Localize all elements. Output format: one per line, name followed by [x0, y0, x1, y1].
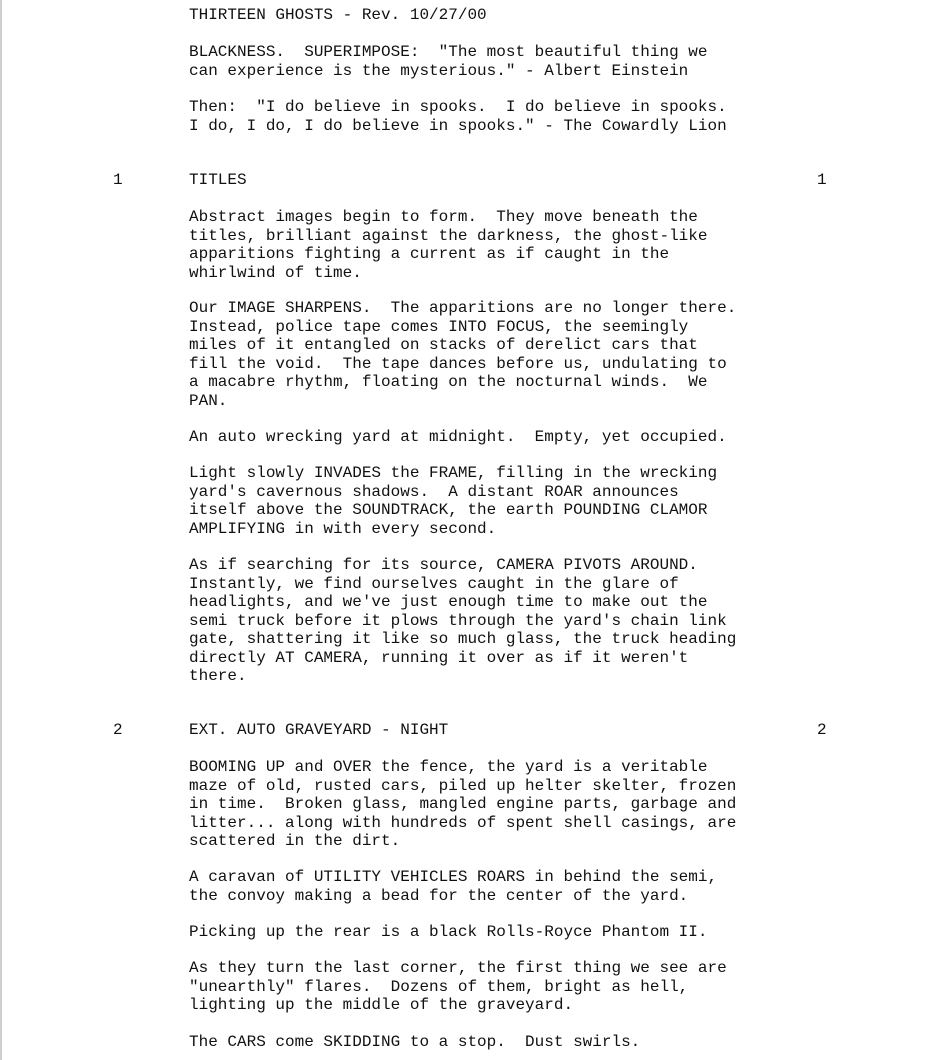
action-line: A caravan of UTILITY VEHICLES ROARS in behind the semi, [189, 868, 718, 886]
action-line: headlights, and we've just enough time to make out the [189, 593, 708, 611]
action-line: gate, shattering it like so much glass, the truck heading [189, 630, 737, 648]
action-line: directly AT CAMERA, running it over as if it weren't [189, 648, 689, 667]
action-line: lighting up the middle of the graveyard. [189, 996, 574, 1014]
action-line: miles of it entangled on stacks of derelict cars that [189, 336, 698, 354]
action-line: litter... along with hundreds of spent shell casings, are [189, 813, 737, 832]
scene-number-left: 1 [113, 171, 123, 189]
action-line: semi truck before it plows through the yard's chain link [189, 611, 727, 630]
action-line: AMPLIFYING in with every second. [189, 519, 497, 538]
action-line: titles, brilliant against the darkness, the ghost-like [189, 226, 708, 245]
action-line: Our IMAGE SHARPENS. The apparitions are no longer there. [189, 299, 737, 317]
scene-number-right: 2 [817, 721, 827, 739]
page-header: THIRTEEN GHOSTS - Rev. 10/27/00 [189, 6, 487, 24]
scene-number-right: 1 [817, 171, 827, 189]
action-line: there. [189, 667, 247, 685]
action-line: scattered in the dirt. [189, 832, 401, 850]
scene-number-left: 2 [113, 721, 123, 739]
scene-heading: TITLES [189, 171, 247, 189]
action-line: a macabre rhythm, floating on the nocturnal winds. We [189, 373, 708, 391]
action-line: fill the void. The tape dances before us, undulating to [189, 354, 727, 373]
action-line: itself above the SOUNDTRACK, the earth POUNDING CLAMOR [189, 501, 708, 519]
superimpose-line: BLACKNESS. SUPERIMPOSE: "The most beautiful thing we [189, 43, 708, 61]
action-line: Instead, police tape comes INTO FOCUS, the seemingly [189, 317, 689, 336]
scene-heading: EXT. AUTO GRAVEYARD - NIGHT [189, 721, 449, 739]
then-line: Then: "I do believe in spooks. I do believe in spooks. [189, 98, 727, 116]
action-line: Instantly, we find ourselves caught in the glare of [189, 574, 679, 593]
action-line: Picking up the rear is a black Rolls-Royce Phantom II. [189, 923, 708, 941]
action-line: PAN. [189, 391, 228, 410]
action-line: The CARS come SKIDDING to a stop. Dust swirls. [189, 1033, 641, 1051]
action-line: An auto wrecking yard at midnight. Empty, yet occupied. [189, 428, 727, 446]
action-line: maze of old, rusted cars, piled up helter skelter, frozen [189, 776, 737, 795]
action-line: Light slowly INVADES the FRAME, filling in the wrecking [189, 464, 718, 482]
action-line: As they turn the last corner, the first thing we see are [189, 959, 727, 977]
action-line: in time. Broken glass, mangled engine parts, garbage and [189, 795, 737, 813]
action-line: As if searching for its source, CAMERA PIVOTS AROUND. [189, 556, 698, 574]
action-line: "unearthly" flares. Dozens of them, bright as hell, [189, 977, 689, 996]
action-line: the convoy making a bead for the center of the yard. [189, 886, 689, 905]
action-line: Abstract images begin to form. They move beneath the [189, 208, 698, 226]
superimpose-line: can experience is the mysterious." - Albert Einstein [189, 61, 689, 80]
then-line: I do, I do, I do believe in spooks." - The Cowardly Lion [189, 116, 727, 135]
action-line: yard's cavernous shadows. A distant ROAR announces [189, 482, 679, 501]
action-line: apparitions fighting a current as if caught in the [189, 245, 670, 263]
action-line: whirlwind of time. [189, 263, 362, 282]
action-line: BOOMING UP and OVER the fence, the yard is a veritable [189, 758, 708, 776]
